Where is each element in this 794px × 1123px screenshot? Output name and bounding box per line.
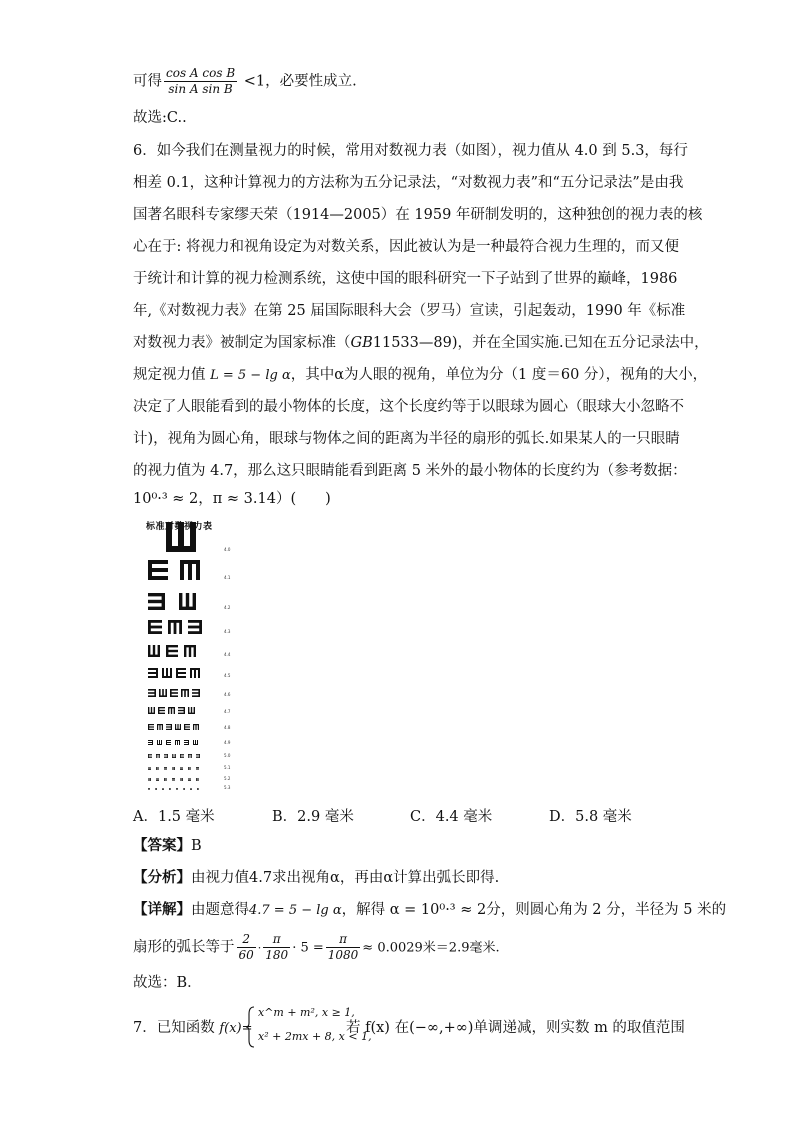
optotype-e-icon: [176, 668, 186, 678]
optotype-e-icon: [180, 767, 183, 770]
conclusion-line: 故选：B．: [133, 975, 202, 991]
optotype-e-icon: [148, 707, 155, 714]
optotype-e-icon: [196, 754, 200, 758]
eye-chart-row-label: 5.2: [224, 776, 231, 781]
optotype-e-icon: [166, 740, 171, 745]
optotype-e-icon: [159, 689, 167, 697]
optotype-e-icon: [170, 689, 178, 697]
optotype-e-icon: [148, 740, 153, 745]
optotype-e-icon: [184, 740, 189, 745]
fraction-numerator: π: [326, 932, 361, 948]
text-fragment: ，解得 α = 10⁰·³ ≈ 2分，则圆心角为 2 分，半径为 5 米的: [341, 902, 727, 918]
piecewise-case-2: x² + 2mx + 8, x < 1,: [258, 1030, 372, 1043]
optotype-e-icon: [158, 707, 165, 714]
text-fragment: · 5 =: [292, 940, 324, 956]
q6-line-11: 的视力值为 4.7，那么这只眼睛能看到距离 5 米外的最小物体的长度约为（参考数据：: [133, 463, 687, 479]
optotype-e-icon: [148, 645, 160, 657]
optotype-e-icon: [148, 724, 154, 730]
text-line-choose-c: 故选:C..: [133, 110, 187, 126]
optotype-e-icon: [156, 778, 159, 781]
text-fragment: 可得: [133, 73, 162, 90]
fraction-numerator: 2: [237, 932, 256, 948]
q6-line-6: 年,《对数视力表》在第 25 届国际眼科大会（罗马）宣读，引起轰动，1990 年《标准: [133, 303, 686, 319]
optotype-e-icon: [148, 593, 165, 610]
piecewise-brace-icon: [245, 1006, 255, 1048]
analysis-tag: 【分析】: [133, 869, 191, 886]
optotype-e-icon: [184, 645, 196, 657]
text-fragment: ≈ 0.0029米＝2.9毫米.: [362, 940, 500, 956]
eye-chart-row-label: 5.1: [224, 765, 231, 770]
optotype-e-icon: [168, 620, 182, 634]
optotype-e-icon: [188, 754, 192, 758]
text-fragment: 扇形的弧长等于: [133, 939, 235, 956]
optotype-e-icon: [190, 668, 200, 678]
fraction-denominator: 180: [265, 948, 289, 962]
optotype-e-icon: [155, 788, 157, 790]
optotype-e-icon: [180, 560, 200, 580]
optotype-e-icon: [148, 560, 168, 580]
optotype-e-icon: [168, 707, 175, 714]
optotype-e-icon: [148, 689, 156, 697]
q6-line-5: 于统计和计算的视力检测系统，这使中国的眼科研究一下子站到了世界的巅峰，1986: [133, 271, 678, 287]
eye-chart-row-label: 4.4: [224, 652, 231, 657]
optotype-e-icon: [196, 767, 199, 770]
optotype-e-icon: [188, 767, 191, 770]
text-fragment: 由题意得: [191, 902, 249, 918]
q7-line-1: [133, 1018, 253, 1039]
q6-line-2: 相差 0.1，这种计算视力的方法称为五分记录法，“对数视力表”和“五分记录法”是由我: [133, 175, 684, 191]
q6-line-8: [133, 365, 707, 386]
piecewise-case-1: x^m + m², x ≥ 1,: [258, 1006, 355, 1019]
option-c[interactable]: C．4.4 毫米: [410, 809, 493, 825]
optotype-e-icon: [148, 788, 150, 790]
optotype-e-icon: [172, 778, 175, 781]
optotype-e-icon: [157, 724, 163, 730]
fraction-numerator: π: [263, 932, 290, 948]
answer-line: [133, 836, 202, 856]
q6-line-10: 计)，视角为圆心角，眼球与物体之间的距离为半径的扇形的弧长.如果某人的一只眼睛: [133, 431, 680, 447]
analysis-line: [133, 868, 499, 888]
eye-chart-row-label: 4.6: [224, 692, 231, 697]
optotype-e-icon: [188, 707, 195, 714]
optotype-e-icon: [164, 767, 167, 770]
optotype-e-icon: [192, 689, 200, 697]
optotype-e-icon: [188, 620, 202, 634]
optotype-e-icon: [148, 767, 151, 770]
detail-line-2: 扇形的弧长等于 $\frac{2}{60}$ · $\frac{\pi}{180}$ · 5 = $\frac{\pi}{1080}$ ≈ 0.0029米＝2.9毫米.: [133, 932, 500, 962]
option-d[interactable]: D．5.8 毫米: [549, 809, 632, 825]
q7-line-1-rest: 若 f(x) 在(−∞,+∞)单调递减，则实数 m 的取值范围: [346, 1020, 685, 1036]
text-fragment: 对数视力表》被制定为国家标准（: [133, 335, 351, 351]
eye-chart-row-label: 4.2: [224, 605, 231, 610]
eye-chart-row-label: 4.3: [224, 629, 231, 634]
q6-line-4: 心在于: 将视力和视角设定为对数关系，因此被认为是一种最符合视力生理的，而又便: [133, 239, 679, 255]
fraction-numerator: cos A cos B: [166, 66, 236, 80]
answer-value: B: [191, 838, 202, 854]
eye-chart-row-label: 5.3: [224, 785, 231, 790]
q6-line-7: [133, 333, 709, 353]
optotype-e-icon: [175, 724, 181, 730]
optotype-e-icon: [179, 593, 196, 610]
text-fragment: 11533—89)，并在全国实施.已知在五分记录法中，: [372, 335, 709, 351]
optotype-e-icon: [162, 788, 164, 790]
eye-chart-row-label: 4.9: [224, 740, 231, 745]
fraction-denominator: sin A sin B: [168, 82, 233, 96]
formula: 4.7 = 5 − lg α: [249, 903, 342, 918]
text-fragment: 规定视力值: [133, 367, 211, 383]
optotype-e-icon: [190, 788, 192, 790]
optotype-e-icon: [166, 724, 172, 730]
analysis-text: 由视力值4.7求出视角α，再由α计算出弧长即得.: [191, 870, 500, 886]
eye-chart-row-label: 4.7: [224, 709, 231, 714]
fraction-denominator: 1080: [327, 948, 359, 962]
detail-line-1: [133, 900, 726, 921]
optotype-e-icon: [148, 668, 158, 678]
eye-chart-row-label: 4.8: [224, 725, 231, 730]
optotype-e-icon: [162, 668, 172, 678]
option-a[interactable]: A．1.5 毫米: [133, 809, 215, 825]
eye-chart-row-label: 4.1: [224, 575, 231, 580]
text-fragment: 7．已知函数: [133, 1020, 220, 1036]
eye-chart-figure: [140, 512, 232, 792]
optotype-e-icon: [172, 754, 176, 758]
optotype-e-icon: [183, 788, 185, 790]
optotype-e-icon: [156, 754, 160, 758]
formula: f(x)=: [219, 1021, 253, 1036]
eye-chart-row-label: 4.0: [224, 547, 231, 552]
text-fragment: <1，必要性成立.: [239, 73, 357, 90]
optotype-e-icon: [180, 754, 184, 758]
fraction: [164, 66, 237, 97]
detail-tag: 【详解】: [133, 901, 191, 918]
optotype-e-icon: [180, 778, 183, 781]
optotype-e-icon: [176, 788, 178, 790]
eye-chart-title: 标准对数视力表: [146, 522, 213, 532]
optotype-e-icon: [184, 724, 190, 730]
eye-chart-row-label: 5.0: [224, 753, 231, 758]
eye-chart-row-label: 4.5: [224, 673, 231, 678]
fraction: [237, 932, 256, 963]
formula: L = 5 − lg α: [210, 368, 291, 383]
fraction: [326, 932, 361, 963]
optotype-e-icon: [148, 778, 151, 781]
optotype-e-icon: [157, 740, 162, 745]
optotype-e-icon: [148, 754, 152, 758]
optotype-e-icon: [148, 620, 162, 634]
text-fragment: GB: [350, 335, 373, 351]
optotype-e-icon: [166, 645, 178, 657]
optotype-e-icon: [181, 689, 189, 697]
fraction-denominator: 60: [238, 948, 254, 962]
text-line-necessity: [133, 66, 357, 97]
optotype-e-icon: [164, 778, 167, 781]
answer-tag: 【答案】: [133, 837, 191, 854]
optotype-e-icon: [175, 740, 180, 745]
optotype-e-icon: [193, 724, 199, 730]
optotype-e-icon: [164, 754, 168, 758]
eye-chart-optotypes: [140, 512, 232, 792]
optotype-e-icon: [156, 767, 159, 770]
optotype-e-icon: [193, 740, 198, 745]
option-b[interactable]: B．2.9 毫米: [272, 809, 354, 825]
optotype-e-icon: [172, 767, 175, 770]
optotype-e-icon: [196, 778, 199, 781]
fraction: [263, 932, 290, 963]
text-fragment: ，其中α为人眼的视角，单位为分（1 度＝60 分），视角的大小，: [290, 367, 708, 383]
q6-line-1: 6．如今我们在测量视力的时候，常用对数视力表（如图），视力值从 4.0 到 5.3，每行: [133, 143, 688, 159]
q6-line-9: 决定了人眼能看到的最小物体的长度，这个长度约等于以眼球为圆心（眼球大小忽略不: [133, 399, 684, 415]
optotype-e-icon: [188, 778, 191, 781]
optotype-e-icon: [169, 788, 171, 790]
optotype-e-icon: [178, 707, 185, 714]
q6-line-12: 10⁰·³ ≈ 2，π ≈ 3.14）( ): [133, 491, 331, 507]
optotype-e-icon: [197, 788, 199, 790]
q6-line-3: 国著名眼科专家缪天荣（1914—2005）在 1959 年研制发明的，这种独创的视力表的核: [133, 207, 703, 223]
